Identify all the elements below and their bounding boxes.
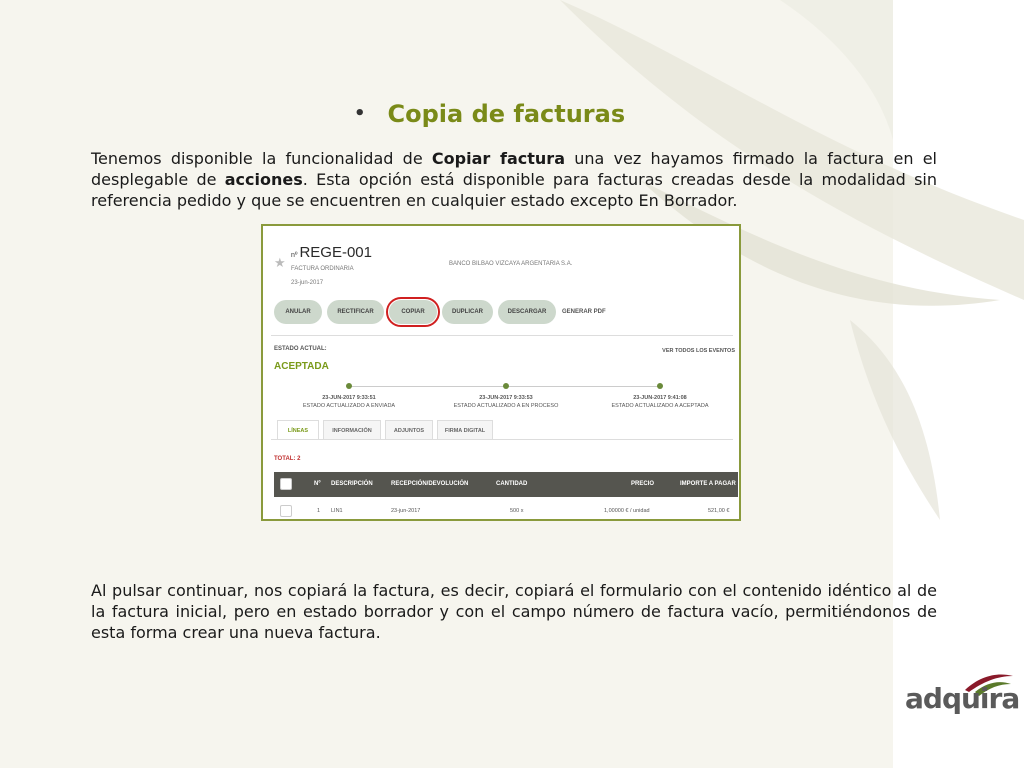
intro-text-3: . Esta opción está disponible para facturas creadas desde la modalidad sin referencia pedido y que se encuentren en cualquier estado excepto En Borrador. xyxy=(91,170,938,210)
event-date: 23-JUN-2017 9:33:51 xyxy=(322,395,376,401)
intro-bold-acciones: acciones xyxy=(224,170,303,189)
event-text: ESTADO ACTUALIZADO A EN PROCESO xyxy=(453,403,559,409)
adquira-logo xyxy=(905,668,1020,728)
duplicar-button[interactable]: DUPLICAR xyxy=(442,300,493,324)
tab-adjuntos[interactable]: ADJUNTOS xyxy=(385,420,433,440)
event-date: 23-JUN-2017 9:33:53 xyxy=(479,395,533,401)
timeline-dot xyxy=(346,383,352,389)
favorite-star-icon[interactable]: ★ xyxy=(274,255,286,270)
intro-text-2: una vez hayamos firmado la factura en el desplegable de xyxy=(91,149,938,189)
tab-lineas[interactable]: LÍNEAS xyxy=(277,420,319,440)
event-date: 23-JUN-2017 9:41:08 xyxy=(633,395,687,401)
row-number: 1 xyxy=(317,508,321,514)
row-amount: 521,00 € xyxy=(708,508,730,514)
event-text: ESTADO ACTUALIZADO A ACEPTADA xyxy=(611,403,709,409)
timeline-event xyxy=(595,394,725,410)
lines-table-header xyxy=(274,472,738,497)
column-header: CANTIDAD xyxy=(496,481,528,487)
timeline-event xyxy=(441,394,571,410)
column-header: Nº xyxy=(314,481,321,487)
invoice-number-value: REGE-001 xyxy=(299,244,372,261)
intro-paragraph xyxy=(91,148,937,211)
state-label: ESTADO ACTUAL: xyxy=(274,346,327,352)
logo-text: adquira xyxy=(905,682,1020,715)
descargar-button[interactable]: DESCARGAR xyxy=(498,300,556,324)
row-checkbox[interactable] xyxy=(280,505,292,517)
intro-bold-copiar-factura: Copiar factura xyxy=(431,149,565,168)
total-value: 2 xyxy=(297,456,301,462)
view-all-events-link[interactable]: VER TODOS LOS EVENTOS xyxy=(662,348,735,354)
tab-firma-digital[interactable]: FIRMA DIGITAL xyxy=(437,420,493,440)
rectificar-button[interactable]: RECTIFICAR xyxy=(327,300,384,324)
row-price: 1,00000 € / unidad xyxy=(604,508,650,514)
event-text: ESTADO ACTUALIZADO A ENVIADA xyxy=(302,403,396,409)
title-text: Copia de facturas xyxy=(387,100,626,128)
select-all-checkbox[interactable] xyxy=(280,478,292,490)
action-buttons xyxy=(274,300,606,324)
total-count xyxy=(274,456,300,462)
slide-title xyxy=(354,100,625,128)
row-description: LIN1 xyxy=(331,508,343,514)
invoice-date: 23-jun-2017 xyxy=(291,280,324,286)
title-bullet: • xyxy=(354,103,366,124)
column-header: PRECIO xyxy=(631,481,655,487)
invoice-type: FACTURA ORDINARIA xyxy=(291,266,354,272)
invoice-company: BANCO BILBAO VIZCAYA ARGENTARIA S.A. xyxy=(449,261,573,267)
column-header: IMPORTE A PAGAR xyxy=(680,481,736,487)
timeline-dot xyxy=(503,383,509,389)
row-date: 23-jun-2017 xyxy=(391,508,421,514)
column-header: RECEPCIÓN/DEVOLUCIÓN xyxy=(391,481,469,487)
timeline-dot xyxy=(657,383,663,389)
tab-divider xyxy=(271,439,733,440)
timeline-event xyxy=(284,394,414,410)
invoice-number xyxy=(291,244,372,261)
divider xyxy=(271,335,733,336)
tab-informacion[interactable]: INFORMACIÓN xyxy=(323,420,381,440)
generar-pdf-link[interactable]: GENERAR PDF xyxy=(562,309,606,315)
intro-text-1: Tenemos disponible la funcionalidad de xyxy=(91,149,432,168)
row-quantity: 500 x xyxy=(510,508,524,514)
invoice-number-prefix: nº xyxy=(291,252,298,259)
copiar-button[interactable]: COPIAR xyxy=(389,300,437,324)
column-header: DESCRIPCIÓN xyxy=(331,481,373,487)
state-value: ACEPTADA xyxy=(274,361,329,372)
invoice-tabs xyxy=(277,420,497,440)
closing-paragraph: Al pulsar continuar, nos copiará la factura, es decir, copiará el formulario con el contenido idéntico al de la factura inicial, pero en estado borrador y con el campo número de factura vacío, permitiéndonos de esta forma crear una nueva factura. xyxy=(91,581,937,642)
invoice-screenshot xyxy=(261,224,741,521)
anular-button[interactable]: ANULAR xyxy=(274,300,322,324)
total-label: TOTAL: xyxy=(274,456,296,462)
